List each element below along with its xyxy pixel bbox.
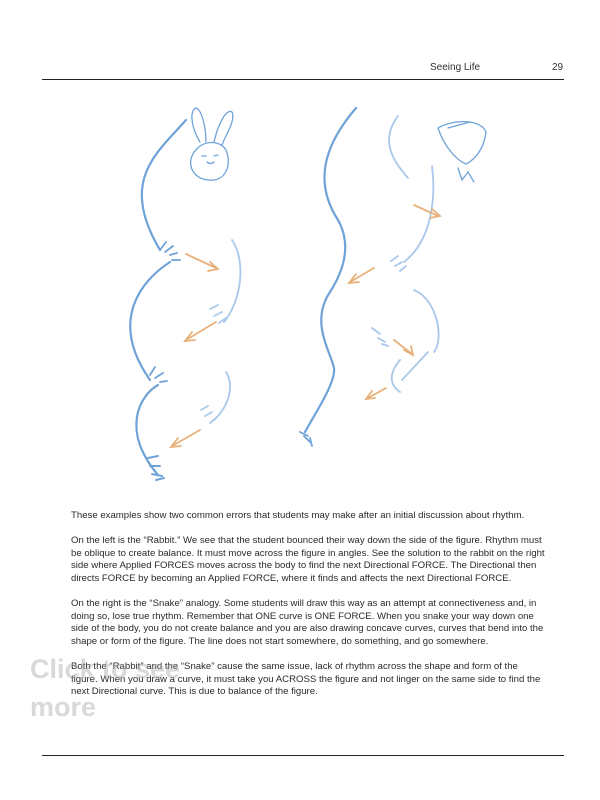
snake-rhythm-line [300, 108, 356, 446]
running-header-title: Seeing Life [430, 62, 481, 73]
footer-rule [42, 755, 564, 756]
paragraph-rabbit: On the left is the “Rabbit.” We see that the student bounced their way down the side of the figure. Rhythm must be oblique to create balance. It must move across the figure in angles. See the solution to the rabbit on the right side where Applied FORCES moves across the body to find the next Directional FORCE. The Directional then directs FORCE by becoming an Applied FORCE, where it finds and affects the next Directional FORCE. [71, 535, 545, 584]
paragraph-snake: On the right is the “Snake” analogy. Some students will draw this way as an attempt at connectiveness and, in doing so, lose true rhythm. Remember that ONE curve is ONE FORCE. When you snake your way down one side of the body, you do not create balance and you are also drawing concave curves, curves that bend into the shape or form of the figure. The line does not start somewhere, do something, and go somewhere. [71, 598, 544, 647]
watermark[interactable] [30, 650, 180, 726]
paragraph-intro: These examples show two common errors that students may make after an initial discussion about rhythm. [71, 510, 525, 521]
rabbit-head-icon [191, 108, 233, 180]
snake-head-icon [438, 122, 486, 182]
paragraph-conclusion: Both the “Rabbit” and the “Snake” cause the same issue, lack of rhythm across the shape and form of the figure. When you draw a curve, it must take you ACROSS the figure and not linger on the same side to find the next Directional curve. This is due to balance of the figure. [71, 661, 541, 698]
rabbit-applied-force-strokes [201, 240, 240, 423]
watermark-line-2: more [30, 692, 97, 722]
watermark-line-1: Click to see [30, 654, 181, 684]
rhythm-illustration [0, 90, 600, 500]
page-number: 29 [552, 62, 564, 73]
header-rule [42, 79, 564, 80]
rabbit-force-arrows [171, 254, 218, 447]
rabbit-rhythm-line [130, 120, 186, 480]
